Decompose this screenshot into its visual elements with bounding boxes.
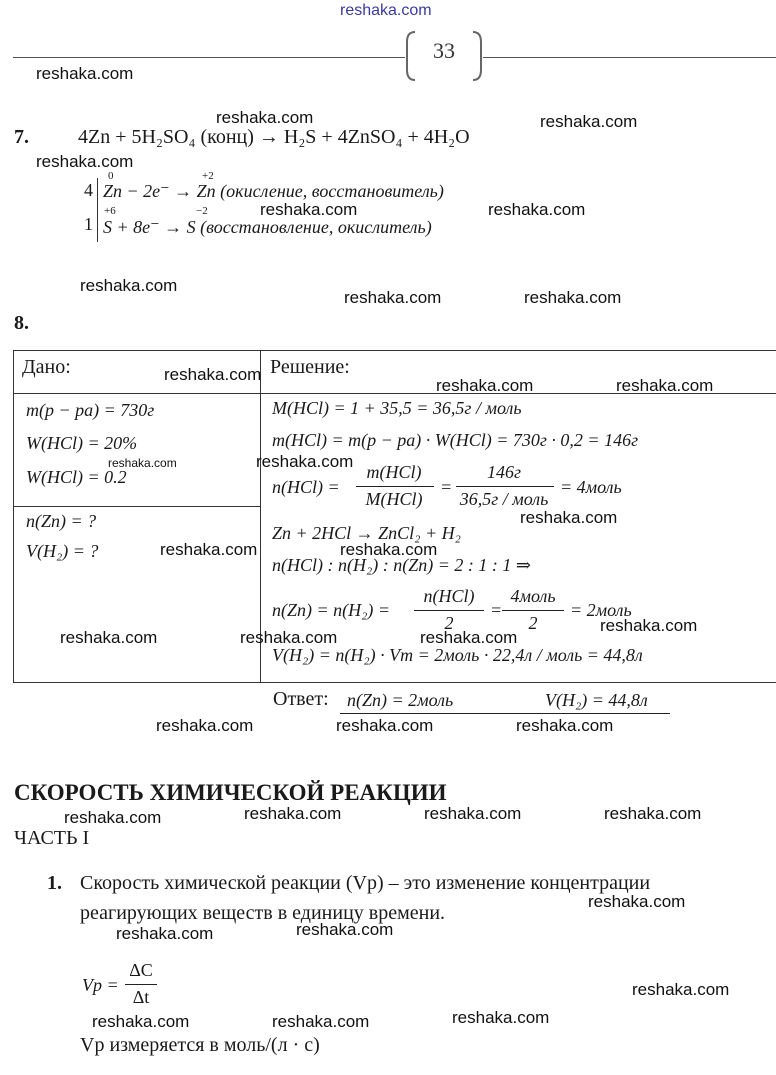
solution-volume: V(H₂) = n(H₂) · Vm = 2моль · 22,4л / моль = 44,8л xyxy=(272,645,643,665)
item1-line2: реагирующих веществ в единицу времени. xyxy=(80,902,446,924)
solution-nzn-result: = 2моль xyxy=(570,600,632,620)
units-text: Vр измеряется в моль/(л · с) xyxy=(80,1034,320,1056)
find-item: n(Zn) = ? xyxy=(26,511,97,531)
header-rule-left xyxy=(13,57,405,58)
task7-line1: Zn − 2e⁻ → Zn (окисление, восстановитель) xyxy=(103,181,444,201)
solution-n-denominator: M(HCl) xyxy=(365,489,423,509)
solution-nzn-numerator2: 4моль xyxy=(510,586,556,606)
answer-volume: V(H₂) = 44,8л xyxy=(545,690,648,710)
solution-n-result: = 4моль xyxy=(560,477,622,497)
solution-n-numerator: m(HCl) xyxy=(366,462,422,482)
solution-n-fraction-bar2 xyxy=(456,486,554,487)
given-item: W(HCl) = 0.2 xyxy=(26,467,127,487)
watermark: reshaka.com xyxy=(80,276,178,295)
watermark: reshaka.com xyxy=(488,200,586,219)
watermark: reshaka.com xyxy=(36,64,134,83)
item1-line1: Скорость химической реакции (Vр) – это изменение концентрации xyxy=(80,872,651,894)
watermark: reshaka.com xyxy=(296,920,394,939)
given-item: W(HCl) = 20% xyxy=(26,433,138,453)
solution-nzn-fraction-bar xyxy=(414,610,484,611)
solution-nzn-fraction-bar2 xyxy=(502,610,564,611)
solution-n-equals: = xyxy=(440,477,453,497)
solution-nzn-equals: = xyxy=(490,600,503,620)
table-given-border xyxy=(13,506,260,507)
watermark: reshaka.com xyxy=(272,1012,370,1031)
watermark: reshaka.com xyxy=(436,376,534,395)
table-left-border xyxy=(13,350,14,683)
solution-n-numerator2: 146г xyxy=(486,462,522,482)
watermark: reshaka.com xyxy=(344,288,442,307)
given-label: Дано: xyxy=(22,356,71,378)
task7-ox-s6: +6 xyxy=(104,205,116,217)
solution-nzn-prefix: n(Zn) = n(H₂) = xyxy=(272,600,391,620)
formula-denominator: Δt xyxy=(132,987,150,1007)
solution-reaction: Zn + 2HCl → ZnCl₂ + H₂ xyxy=(272,523,461,543)
solution-nzn-denominator: 2 xyxy=(444,613,454,633)
section-part: ЧАСТЬ I xyxy=(14,827,90,849)
task7-coef2: 1 xyxy=(84,214,93,234)
watermark: reshaka.com xyxy=(336,716,434,735)
solution-n-prefix: n(HCl) = xyxy=(272,477,340,497)
solution-mass: m(HCl) = m(p − pa) · W(HCl) = 730г · 0,2 = 146г xyxy=(272,430,639,450)
answer-label: Ответ: xyxy=(273,688,329,710)
watermark: reshaka.com xyxy=(156,716,254,735)
watermark: reshaka.com xyxy=(340,540,438,559)
watermark: reshaka.com xyxy=(588,892,686,911)
watermark: reshaka.com xyxy=(240,628,338,647)
watermark: reshaka.com xyxy=(420,628,518,647)
watermark: reshaka.com xyxy=(64,808,162,827)
watermark: reshaka.com xyxy=(160,540,258,559)
task8-number: 8. xyxy=(14,312,29,334)
task7-balance-bar xyxy=(97,178,98,242)
watermark: reshaka.com xyxy=(424,804,522,823)
find-item: V(H₂) = ? xyxy=(26,541,99,561)
formula-fraction-bar xyxy=(125,984,157,985)
item1-number: 1. xyxy=(47,872,62,894)
watermark: reshaka.com xyxy=(452,1008,550,1027)
solution-n-denominator2: 36,5г / моль xyxy=(459,489,549,509)
solution-n-fraction-bar xyxy=(356,486,434,487)
formula-lhs: Vр = xyxy=(82,975,119,995)
solution-nzn-denominator2: 2 xyxy=(528,613,538,633)
solution-nzn-numerator: n(HCl) xyxy=(423,586,475,606)
header-rule-right xyxy=(483,57,776,58)
watermark: reshaka.com xyxy=(632,980,730,999)
page-number-frame xyxy=(405,30,483,82)
site-url-header[interactable]: reshaka.com xyxy=(340,2,432,19)
watermark: reshaka.com xyxy=(216,108,314,127)
watermark: reshaka.com xyxy=(60,628,158,647)
task7-ox-sm2: −2 xyxy=(196,205,208,217)
watermark: reshaka.com xyxy=(600,616,698,635)
table-top-border xyxy=(13,350,776,351)
task7-ox-zn2: +2 xyxy=(202,170,214,182)
watermark: reshaka.com xyxy=(520,508,618,527)
watermark: reshaka.com xyxy=(524,288,622,307)
formula-numerator: ΔC xyxy=(129,960,153,980)
given-item: m(p − pa) = 730г xyxy=(26,400,155,420)
solution-molar-mass: M(HCl) = 1 + 35,5 = 36,5г / моль xyxy=(272,398,522,418)
table-bottom-border xyxy=(13,682,776,683)
task7-line2: S + 8e⁻ → S (восстановление, окислитель) xyxy=(103,217,432,237)
watermark: reshaka.com xyxy=(164,365,262,384)
watermark: reshaka.com xyxy=(260,200,358,219)
solution-label: Решение: xyxy=(270,356,350,378)
task7-number: 7. xyxy=(14,126,29,148)
answer-nzn: n(Zn) = 2моль xyxy=(347,690,454,710)
watermark: reshaka.com xyxy=(92,1012,190,1031)
task7-equation: 4Zn + 5H₂SO₄ (конц) → H₂S + 4ZnSO₄ + 4H₂O xyxy=(78,126,470,148)
task7-ox-zn0: 0 xyxy=(108,170,114,182)
watermark-small: reshaka.com xyxy=(108,456,177,470)
watermark: reshaka.com xyxy=(116,924,214,943)
section-title: СКОРОСТЬ ХИМИЧЕСКОЙ РЕАКЦИИ xyxy=(14,780,447,805)
watermark: reshaka.com xyxy=(616,376,714,395)
watermark: reshaka.com xyxy=(256,452,354,471)
watermark: reshaka.com xyxy=(604,804,702,823)
watermark: reshaka.com xyxy=(516,716,614,735)
watermark: reshaka.com xyxy=(540,112,638,131)
answer-underline xyxy=(340,713,670,714)
watermark: reshaka.com xyxy=(36,152,134,171)
task7-coef1: 4 xyxy=(84,180,93,200)
solution-ratio: n(HCl) : n(H₂) : n(Zn) = 2 : 1 : 1 ⇒ xyxy=(272,555,531,575)
watermark: reshaka.com xyxy=(244,804,342,823)
page-number: 33 xyxy=(433,38,455,63)
